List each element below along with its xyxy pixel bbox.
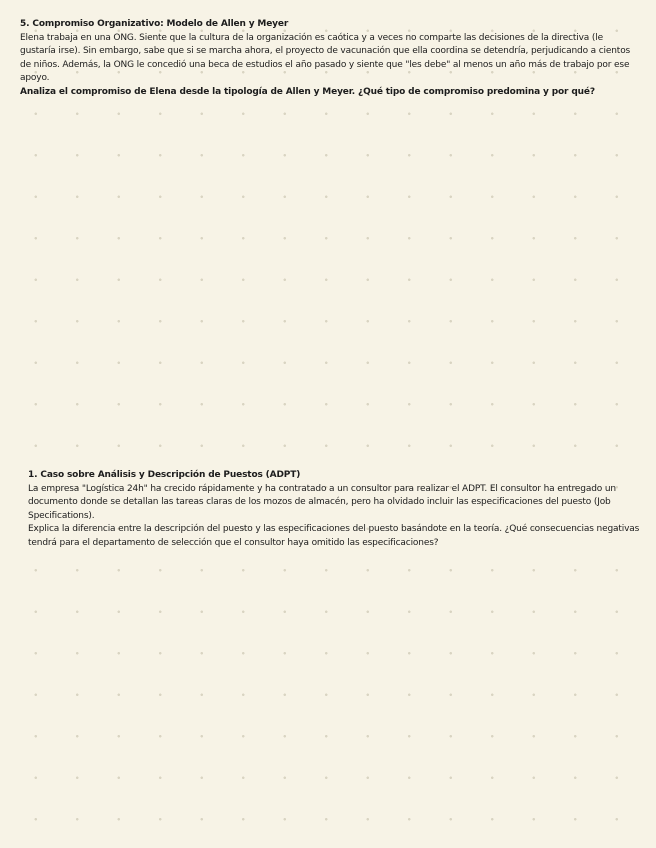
section-adpt bbox=[28, 469, 640, 550]
section-title: 5. Compromiso Organizativo: Modelo de Allen y Meyer bbox=[20, 19, 289, 29]
section-allen-meyer bbox=[20, 18, 636, 99]
section-body: Elena trabaja en una ONG. Siente que la cultura de la organización es caótica y a veces no comparte las decisiones de la directiva (le gustaría irse). Sin embargo, sabe que si se marcha ahora, el proyecto de vacunación que ella coordina se detendría, perjudicando a cientos de niños. Además, la ONG le concedió una beca de estudios el año pasado y siente que "les debe" al menos un año más de trabajo por ese apoyo. bbox=[20, 32, 631, 83]
section-title: 1. Caso sobre Análisis y Descripción de Puestos (ADPT) bbox=[28, 470, 301, 480]
section-question: Analiza el compromiso de Elena desde la tipología de Allen y Meyer. ¿Qué tipo de compromiso predomina y por qué? bbox=[20, 86, 595, 97]
section-body: La empresa "Logística 24h" ha crecido rápidamente y ha contratado a un consultor para realizar el ADPT. El consultor ha entregado un documento donde se detallan las tareas claras de los mozos de almacén, pero ha olvidado incluir las especificaciones del puesto (Job Specifications). bbox=[28, 483, 616, 521]
section-question: Explica la diferencia entre la descripción del puesto y las especificaciones del puesto basándote en la teoría. ¿Qué consecuencias negativas tendrá para el departamento de selección que el consultor haya omitido las especificaciones? bbox=[28, 524, 640, 548]
